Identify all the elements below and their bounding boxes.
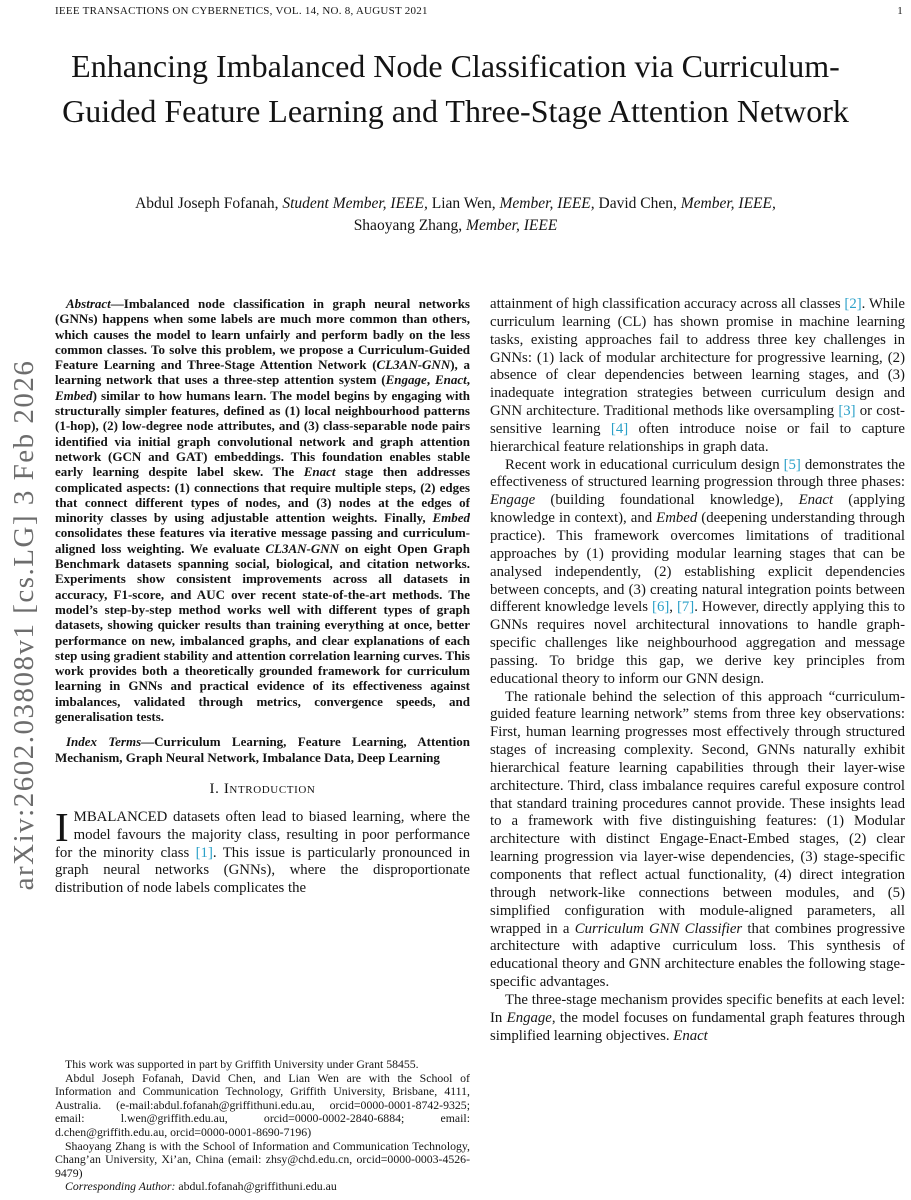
abstract-paragraph: Abstract—Imbalanced node classification in graph neural networks (GNNs) happens when some labels are much more common than others, which causes the model to learn unfairly and perform badly on the less common classes. To solve this problem, we propose a Curriculum-Guided Feature Learning and Three-Stage Attention Network (CL3AN-GNN), a learning network that uses a three-step attention system (Engage, Enact, Embed) similar to how humans learn. The model begins by engaging with structurally simpler features, defined as (1) local neighbourhood patterns (1-hop), (2) low-degree node attributes, and (3) class-separable node pairs identified via initial graph convolutional network and graph attention network (GCN and GAT) embeddings. This foundation enables stable early learning despite label skew. The Enact stage then addresses complicated aspects: (1) connections that require multiple steps, (2) edges that connect different types of nodes, and (3) nodes at the edges of minority classes by using adjustable attention weights. Finally, Embed consolidates these features via iterative message passing and curriculum-aligned loss weighting. We evaluate CL3AN-GNN on eight Open Graph Benchmark datasets spanning social, biological, and citation networks. Experiments show consistent improvements across all datasets in accuracy, F1-score, and AUC over recent state-of-the-art methods. The model’s step-by-step method works well with different types of graph datasets, showing quicker results than training everything at once, better performance on new, imbalanced graphs, and clear explanations of each step using gradient stability and attention correlation learning curves. This work provides both a theoretically grounded framework for curriculum learning in GNNs and practical evidence of its effectiveness against imbalances, validated through metrics, convergence speeds, and generalisation tests. xyxy=(55,296,470,725)
drop-cap: I xyxy=(55,803,69,850)
intro-paragraph xyxy=(55,803,470,898)
citation-link[interactable]: [2] xyxy=(844,296,862,312)
author-line-2: Shaoyang Zhang, Member, IEEE xyxy=(353,217,558,234)
citation-link[interactable]: [4] xyxy=(610,420,629,437)
author-line-1: Abdul Joseph Fofanah, Student Member, IEEE, Lian Wen, Member, IEEE, David Chen, Member, IEEE, xyxy=(135,195,776,212)
body-paragraph: Recent work in educational curriculum design [5] demonstrates the effectiveness of structured learning progression through three phases: Engage (building foundational knowledge), Enact (applying knowledge in context), and Embed (deepening understanding through practice). This framework overcomes limitations of traditional approaches by (1) providing modular learning stages that can be analysed independently, (2) establishing explicit dependencies between concepts, and (3) creating natural integration points between different knowledge levels [6], [7]. However, directly applying this to GNNs requires novel architectural innovations to handle graph-specific challenges like neighbourhood aggregation and message passing. To bridge this gap, we derive key principles from educational theory to inform our GNN design. xyxy=(490,456,905,687)
left-column xyxy=(55,296,470,1196)
author-block xyxy=(30,193,881,237)
footnote-affiliation-1: Abdul Joseph Fofanah, David Chen, and Lian Wen are with the School of Information and Communication Technology, Griffith University, Brisbane, 4111, Australia. (e-mail:abdul.fofanah@griffithuni.edu.au, orcid=0000-0001-8742-9325; email: l.wen@griffith.edu.au, orcid=0000-0002-2840-6884; email: d.chen@griffith.edu.au, orcid=0000-0001-8690-7196) xyxy=(55,1070,470,1140)
body-paragraph: The rationale behind the selection of this approach “curriculum-guided feature learning network” stems from three key observations: First, human learning progresses most effectively through structured stages of increasing complexity. Second, GNNs naturally exhibit hierarchical feature learning capabilities through their layer-wise architecture. Third, class imbalance requires careful exposure control that standard training procedures cannot provide. These insights lead to a framework with five distinguishing features: (1) Modular architecture with distinct Engage-Enact-Embed stages, (2) clear learning progression via layer-wise dependencies, (3) stage-specific components that reflect actual functionality, (4) direct integration through network-like connections between modules, and (5) simplified configuration with module-aligned parameters, all wrapped in a Curriculum GNN Classifier that combines progressive architecture with adaptive curriculum loss. This synthesis of educational theory and GNN architecture enables the following stage-specific advantages. xyxy=(490,688,905,991)
footnote-affiliation-2: Shaoyang Zhang is with the School of Information and Communication Technology, Chang’an University, Xi’an, China (email: zhsy@chd.edu.cn, orcid=0000-0003-4526-9479) xyxy=(55,1138,470,1180)
right-column xyxy=(490,296,905,1200)
journal-header: IEEE TRANSACTIONS ON CYBERNETICS, VOL. 14, NO. 8, AUGUST 2021 xyxy=(55,5,428,17)
citation-link[interactable]: [7] xyxy=(676,599,695,616)
section-heading-introduction: I. Introduction xyxy=(209,780,316,797)
footnote-block xyxy=(55,1058,470,1196)
citation-link[interactable]: [3] xyxy=(838,403,856,420)
intro-paragraph-text: MBALANCED datasets often lead to biased learning, where the model favours the majority class, resulting in poor performance for the minority class [1]. This issue is particularly pronounced in graph neural networks (GNNs), where the disproportionate distribution of node labels complicates the xyxy=(55,808,470,897)
body-paragraph: The three-stage mechanism provides specific benefits at each level: In Engage, the model focuses on fundamental graph features through simplified learning objectives. Enact xyxy=(490,991,905,1044)
citation-link[interactable]: [5] xyxy=(783,456,801,473)
body-paragraph: attainment of high classification accuracy across all classes [2]. While curriculum learning (CL) has shown promise in machine learning tasks, existing approaches fail to address three key challenges in GNNs: (1) lack of modular architecture for progressive learning, (2) absence of clear dependencies between learning stages, and (3) inadequate integration strategies between curriculum design and GNN architecture. Traditional methods like oversampling [3] or cost-sensitive learning [4] often introduce noise or fail to capture hierarchical feature relationships in graph data. xyxy=(490,296,905,455)
footnote-corresponding-author: Corresponding Author: abdul.fofanah@griffithuni.edu.au xyxy=(65,1179,337,1194)
paper-title: Enhancing Imbalanced Node Classification via Curriculum-Guided Feature Learning and Three-Stage Attention Network xyxy=(62,48,849,129)
running-head xyxy=(55,5,903,17)
citation-link[interactable]: [1] xyxy=(195,844,213,861)
footnote-funding: This work was supported in part by Griffith University under Grant 58455. xyxy=(65,1057,419,1072)
arxiv-watermark: arXiv:2602.03808v1 [cs.LG] 3 Feb 2026 xyxy=(8,359,40,891)
citation-link[interactable]: [6] xyxy=(652,599,670,616)
index-terms: Index Terms—Curriculum Learning, Feature Learning, Attention Mechanism, Graph Neural Network, Imbalance Data, Deep Learning xyxy=(55,734,470,765)
page-number: 1 xyxy=(897,5,903,17)
